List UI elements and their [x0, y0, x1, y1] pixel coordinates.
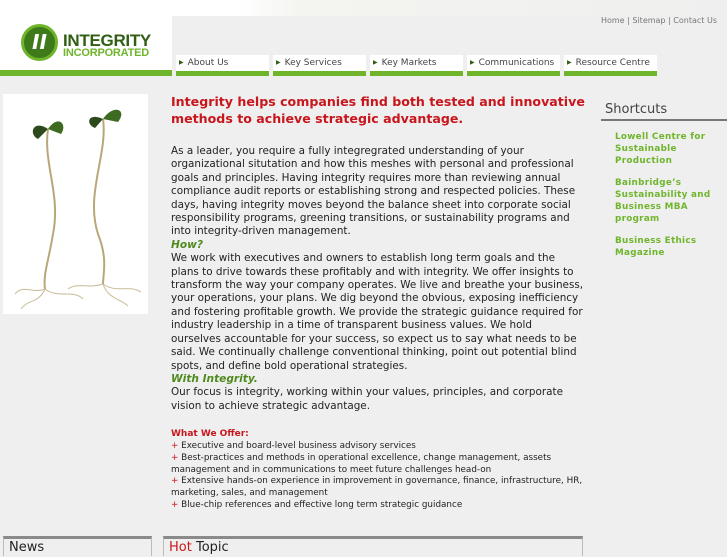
sitemap-link[interactable]: Sitemap: [632, 16, 666, 25]
green-bar: [0, 70, 172, 76]
intro-paragraph: As a leader, you require a fully integregrated understanding of your organizational situtation and how this meshes with personal and professional goals and principles. Having integrity requires more than reviewing annual compliance audit reports or establishing strong and respected policies. These days, having integrity moves beyond the balance sheet into corporate social responsibility programs, greening transitions, or sustainability programs and into integrity-driven management.: [171, 145, 576, 238]
shortcuts-panel: [601, 102, 727, 259]
focus-paragraph: Our focus is integrity, working within your values, principles, and corporate vision to achieve strategic advantage.: [171, 386, 563, 412]
topic-label: Topic: [195, 540, 229, 555]
home-link[interactable]: Home: [600, 16, 625, 25]
logo-line1: INTEGRITY: [63, 31, 151, 50]
hot-topic-box: [163, 536, 583, 556]
shortcuts-title: Shortcuts: [601, 102, 727, 121]
how-paragraph: We work with executives and owners to establish long term goals and the plans to drive towards these profitably and with integrity. We offer insights to transform the way your company operates. We live and breathe your business, your operations, your plans. We dig beyond the obvious, exposing inefficiency and fostering profitable growth. We provide the strategic guidance required for industry leadership in a time of transparent business values. We hold ourselves accountable for your success, so expect us to say what needs to be said. We continually challenge conventional thinking, point out potential blind spots, and define bold operational strategies.: [171, 252, 584, 372]
nav-communications[interactable]: ▶ Communications: [467, 55, 560, 76]
logo-mark-icon: II: [21, 24, 58, 61]
offer-item: + Blue-chip references and effective long term strategic guidance: [171, 500, 585, 512]
offer-section: [171, 429, 585, 512]
hot-label: Hot: [169, 540, 192, 555]
nav-resource-centre[interactable]: ▶ Resource Centre: [564, 55, 657, 76]
utility-links: Home | Sitemap | Contact Us: [600, 16, 717, 25]
contact-link[interactable]: Contact Us: [673, 16, 717, 25]
with-integrity-heading: With Integrity.: [171, 372, 258, 385]
news-box: [3, 536, 152, 556]
shortcut-ethics-magazine[interactable]: Business Ethics Magazine: [615, 236, 697, 258]
offer-item: + Executive and board-level business advisory services: [171, 441, 585, 453]
nav-about-us[interactable]: ▶ About Us: [176, 55, 269, 76]
seedling-photo: [3, 94, 148, 314]
how-heading: How?: [171, 238, 204, 251]
main-content: [171, 94, 585, 512]
logo[interactable]: [0, 0, 172, 70]
nav-key-markets[interactable]: ▶ Key Markets: [370, 55, 463, 76]
nav-key-services[interactable]: ▶ Key Services: [273, 55, 366, 76]
shortcut-bainbridge[interactable]: Bainbridge’s Sustainability and Business MBA program: [615, 178, 711, 224]
news-title: News: [9, 540, 45, 555]
offer-heading: What We Offer:: [171, 429, 249, 440]
offer-item: + Best-practices and methods in operational excellence, change management, assets management and in communications to meet future challenges head-on: [171, 453, 585, 477]
main-nav: [176, 55, 657, 76]
shortcut-lowell[interactable]: Lowell Centre for Sustainable Production: [615, 132, 706, 166]
lead-heading: Integrity helps companies find both tested and innovative methods to achieve strategic advantage.: [171, 94, 585, 126]
offer-item: + Extensive hands-on experience in improvement in governance, finance, infrastructure, HR, marketing, sales, and management: [171, 476, 585, 500]
logo-line2: INCORPORATED: [63, 47, 150, 59]
